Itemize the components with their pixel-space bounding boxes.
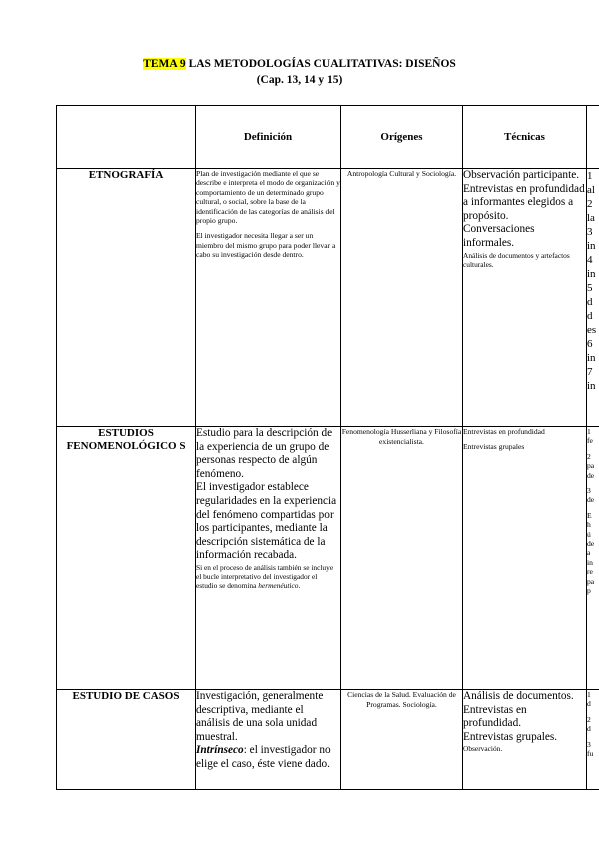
tecnicas-etnografia	[463, 169, 587, 427]
document-title	[0, 56, 599, 72]
header-definicion: Definición	[196, 106, 341, 169]
cut-fragment: 6	[587, 338, 593, 350]
header-origenes: Orígenes	[341, 106, 463, 169]
cut-fragment: a	[587, 548, 591, 558]
header-row	[57, 106, 599, 169]
cut-fragment: in	[587, 352, 596, 364]
header-tecnicas: Técnicas	[463, 106, 587, 169]
header-cut	[587, 106, 599, 169]
table-row	[57, 690, 599, 790]
cut-fragment: fu	[587, 749, 594, 759]
tecnicas-fenomenologicos	[463, 427, 587, 690]
cut-fragment: in	[587, 557, 593, 567]
cut-fragment: ú	[587, 529, 591, 539]
definicion-note-text: Si en el proceso de análisis también se incluye el bucle interpretativo del investigador el estudio se denomina	[196, 562, 334, 590]
cut-fragment: al	[587, 184, 595, 196]
cut-fragment: fe	[587, 436, 593, 446]
designs-table	[56, 105, 599, 790]
cut-fragment: 3	[587, 739, 591, 749]
cut-fragment: p	[587, 586, 591, 596]
cut-fragment: pa	[587, 576, 595, 586]
tecnica-item: Entrevistas en profundidad.	[463, 703, 527, 730]
tecnica-item: Análisis de documentos.	[463, 690, 574, 702]
cut-fragment: 1	[587, 690, 591, 699]
row-name-casos: ESTUDIO DE CASOS	[57, 690, 196, 790]
cut-fragment: in	[587, 268, 596, 280]
origenes-casos: Ciencias de la Salud. Evaluación de Programas. Sociología.	[341, 690, 463, 790]
title-rest: LAS METODOLOGÍAS CUALITATIVAS: DISEÑOS	[185, 58, 456, 70]
cut-fragment: de	[587, 539, 595, 549]
cut-fragment: 4	[587, 254, 593, 266]
header-empty	[57, 106, 196, 169]
definicion-paragraph: El investigador necesita llegar a ser un miembro del mismo grupo para poder llevar a cabo su investigación desde dentro.	[196, 231, 336, 260]
cut-fragment: de	[587, 495, 595, 505]
tecnica-item: Entrevistas grupales	[463, 442, 525, 452]
table-row	[57, 169, 599, 427]
cut-fragment: E	[587, 510, 592, 520]
cut-fragment: 3	[587, 226, 593, 238]
cut-fragment: la	[587, 212, 595, 224]
tecnica-item: Observación participante.	[463, 169, 580, 181]
cut-column-casos	[587, 690, 599, 790]
tecnicas-casos	[463, 690, 587, 790]
cut-fragment: pa	[587, 461, 595, 471]
cut-fragment: 1	[587, 427, 591, 436]
tecnica-item: Entrevistas en profundidad	[463, 427, 545, 436]
definicion-note-emphasis: hermenéutico	[258, 580, 299, 590]
tecnica-item-small: Observación.	[463, 744, 503, 754]
cut-fragment: re	[587, 567, 593, 577]
definicion-etnografia	[196, 169, 341, 427]
definicion-paragraph	[196, 744, 340, 771]
cut-fragment: 5	[587, 282, 593, 294]
cut-column-fenomenologicos	[587, 427, 599, 690]
cut-fragment: de	[587, 470, 595, 480]
definicion-note: Si en el proceso de análisis también se incluye el bucle interpretativo del investigador el estudio se denomina hermenéutico.	[196, 562, 334, 590]
definicion-paragraph: El investigador establece regularidades en la experiencia del fenómeno compartidas por los participantes, mediante la descripción sistemática de la información recabada.	[196, 481, 337, 562]
cut-column-etnografia	[587, 169, 599, 427]
tecnica-item: Entrevistas en profundidad a informantes elegidos a propósito.	[463, 182, 585, 222]
definicion-paragraph: Plan de investigación mediante el que se describe e interpreta el modo de organización y comportamiento de un determinado grupo cultural, o social, sobre la base de la identificación de las categorías de análisis del propio grupo.	[196, 169, 340, 226]
definicion-after: : el investigador no elige el caso, éste viene dado.	[196, 744, 331, 770]
cut-fragment: d	[587, 724, 591, 734]
cut-fragment: 2	[587, 714, 591, 724]
origenes-fenomenologicos: Fenomenología Husserliana y Filosofía existencialista.	[341, 427, 463, 690]
cut-fragment: d	[587, 310, 593, 322]
cut-fragment: in	[587, 380, 596, 392]
origenes-etnografia: Antropología Cultural y Sociología.	[341, 169, 463, 427]
definicion-paragraph: Estudio para la descripción de la experiencia de un grupo de personas respecto de algún fenómeno.	[196, 427, 333, 480]
table-row	[57, 427, 599, 690]
cut-fragment: h	[587, 520, 591, 530]
title-highlight: TEMA 9	[143, 58, 186, 70]
definicion-emphasis: Intrínseco	[196, 744, 244, 757]
cut-fragment: d	[587, 699, 591, 709]
document-subtitle: (Cap. 13, 14 y 15)	[256, 74, 343, 86]
cut-fragment: in	[587, 240, 596, 252]
cut-fragment: 2	[587, 198, 593, 210]
definicion-casos	[196, 690, 341, 790]
cut-fragment: 1	[587, 170, 593, 182]
tecnica-item: Entrevistas grupales.	[463, 730, 558, 743]
cut-fragment: 3	[587, 486, 591, 496]
cut-fragment: 2	[587, 451, 591, 461]
definicion-fenomenologicos	[196, 427, 341, 690]
cut-fragment: d	[587, 296, 593, 308]
row-name-fenomenologicos: ESTUDIOS FENOMENOLÓGICO S	[57, 427, 196, 690]
definicion-paragraph: Investigación, generalmente descriptiva, mediante el análisis de una sola unidad muestral.	[196, 690, 324, 743]
row-name-etnografia: ETNOGRAFÍA	[57, 169, 196, 427]
tecnica-item: Conversaciones informales.	[463, 223, 535, 249]
cut-fragment: 7	[587, 366, 593, 378]
tecnica-item-small: Análisis de documentos y artefactos culturales.	[463, 250, 570, 269]
cut-fragment: es	[587, 324, 597, 336]
